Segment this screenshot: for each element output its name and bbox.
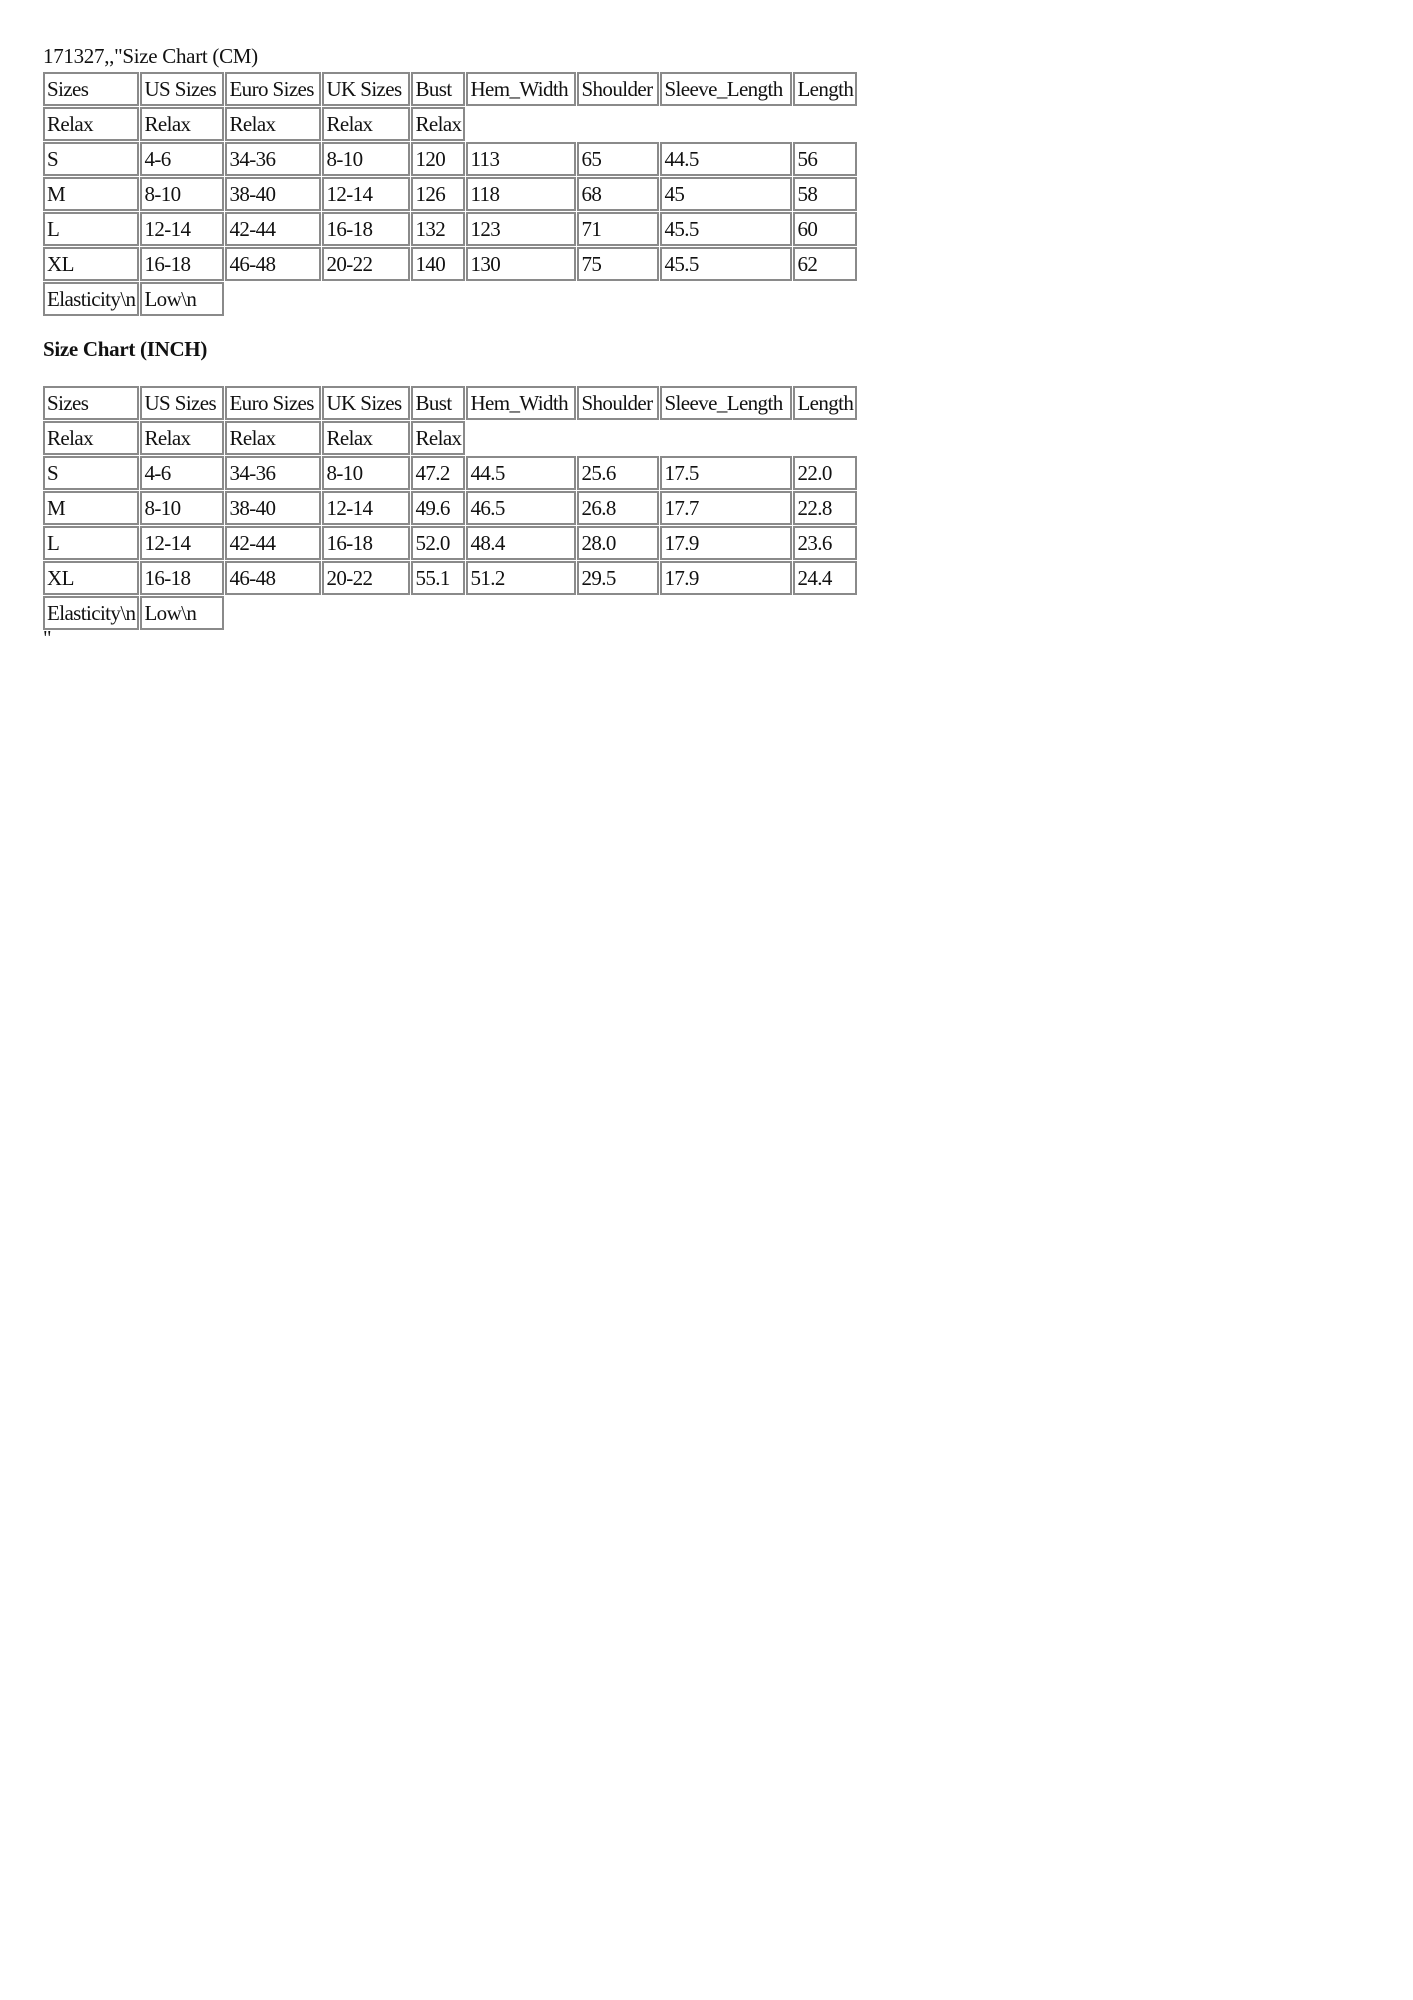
table-cell: 22.8 (793, 491, 857, 525)
elasticity-row (43, 596, 857, 630)
column-header: Shoulder (577, 72, 659, 106)
table-cell: 62 (793, 247, 857, 281)
inch-chart-title: Size Chart (INCH) (43, 337, 208, 361)
table-cell: 123 (466, 212, 576, 246)
table-cell: 46.5 (466, 491, 576, 525)
table-cell: 28.0 (577, 526, 659, 560)
table-cell: 47.2 (411, 456, 465, 490)
table-cell: 34-36 (225, 456, 321, 490)
column-header: Length (793, 72, 857, 106)
table-cell: M (43, 177, 139, 211)
table-cell: 75 (577, 247, 659, 281)
table-cell: 16-18 (140, 561, 224, 595)
table-cell: 46-48 (225, 561, 321, 595)
column-header: UK Sizes (322, 386, 410, 420)
table-cell: Relax (140, 107, 224, 141)
column-header: Hem_Width (466, 386, 576, 420)
column-header: Euro Sizes (225, 386, 321, 420)
table-cell: 42-44 (225, 526, 321, 560)
table-cell: 25.6 (577, 456, 659, 490)
column-header: Bust (411, 72, 465, 106)
table-cell: 12-14 (140, 212, 224, 246)
table-cell: 56 (793, 142, 857, 176)
table-cell: Relax (225, 107, 321, 141)
table-cell: 118 (466, 177, 576, 211)
table-cell: 44.5 (466, 456, 576, 490)
table-cell: Relax (43, 107, 139, 141)
size-chart-inch-table (42, 385, 858, 631)
table-cell: 126 (411, 177, 465, 211)
table-cell: 45.5 (660, 212, 792, 246)
table-cell: 38-40 (225, 177, 321, 211)
table-cell: S (43, 142, 139, 176)
column-header: Sleeve_Length (660, 72, 792, 106)
empty-cell (466, 107, 857, 141)
table-cell: 12-14 (322, 177, 410, 211)
table-cell: 46-48 (225, 247, 321, 281)
table-cell: 20-22 (322, 247, 410, 281)
table-cell: 20-22 (322, 561, 410, 595)
table-cell: Relax (411, 107, 465, 141)
table-cell: 4-6 (140, 142, 224, 176)
table-cell: 24.4 (793, 561, 857, 595)
table-cell: 8-10 (140, 177, 224, 211)
column-header: Bust (411, 386, 465, 420)
table-cell: 17.9 (660, 526, 792, 560)
table-cell: 60 (793, 212, 857, 246)
table-cell: XL (43, 247, 139, 281)
table-cell: L (43, 526, 139, 560)
table-cell: Relax (322, 107, 410, 141)
table-row (43, 247, 857, 281)
table-row (43, 456, 857, 490)
table-cell: 38-40 (225, 491, 321, 525)
table-row (43, 526, 857, 560)
column-header: Sleeve_Length (660, 386, 792, 420)
elasticity-row (43, 282, 857, 316)
table-cell: 22.0 (793, 456, 857, 490)
table-cell: 58 (793, 177, 857, 211)
table-cell: 12-14 (322, 491, 410, 525)
table-cell: 4-6 (140, 456, 224, 490)
table-cell: 16-18 (322, 212, 410, 246)
table-cell: Relax (322, 421, 410, 455)
table-cell: Elasticity\n (43, 596, 139, 630)
table-cell: Elasticity\n (43, 282, 139, 316)
table-cell: M (43, 491, 139, 525)
table-cell: 8-10 (322, 456, 410, 490)
document-header: 171327,,"Size Chart (CM) (43, 44, 258, 68)
column-header: Sizes (43, 72, 139, 106)
table-cell: 12-14 (140, 526, 224, 560)
table-cell: Relax (225, 421, 321, 455)
table-cell: Relax (411, 421, 465, 455)
table-cell: Relax (43, 421, 139, 455)
table-cell: 140 (411, 247, 465, 281)
table-header-row (43, 386, 857, 420)
table-row (43, 561, 857, 595)
table-cell: 130 (466, 247, 576, 281)
table-cell: S (43, 456, 139, 490)
empty-cell (225, 282, 857, 316)
table-cell: 71 (577, 212, 659, 246)
table-cell: 34-36 (225, 142, 321, 176)
column-header: US Sizes (140, 386, 224, 420)
table-cell: 49.6 (411, 491, 465, 525)
table-cell: Low\n (140, 596, 224, 630)
table-cell: 23.6 (793, 526, 857, 560)
table-cell: 17.5 (660, 456, 792, 490)
table-row (43, 177, 857, 211)
table-cell: 68 (577, 177, 659, 211)
table-cell: 113 (466, 142, 576, 176)
column-header: Length (793, 386, 857, 420)
column-header: Shoulder (577, 386, 659, 420)
table-cell: Low\n (140, 282, 224, 316)
table-cell: 17.7 (660, 491, 792, 525)
closing-quote: " (43, 626, 52, 650)
column-header: Sizes (43, 386, 139, 420)
column-header: Hem_Width (466, 72, 576, 106)
table-cell: 65 (577, 142, 659, 176)
fit-row (43, 107, 857, 141)
table-row (43, 142, 857, 176)
table-header-row (43, 72, 857, 106)
table-cell: XL (43, 561, 139, 595)
empty-cell (466, 421, 857, 455)
table-row (43, 491, 857, 525)
column-header: UK Sizes (322, 72, 410, 106)
table-cell: 45.5 (660, 247, 792, 281)
table-cell: 16-18 (322, 526, 410, 560)
table-cell: 52.0 (411, 526, 465, 560)
empty-cell (225, 596, 857, 630)
table-cell: 42-44 (225, 212, 321, 246)
table-cell: 26.8 (577, 491, 659, 525)
table-row (43, 212, 857, 246)
table-cell: L (43, 212, 139, 246)
table-cell: 17.9 (660, 561, 792, 595)
table-cell: 8-10 (140, 491, 224, 525)
table-cell: Relax (140, 421, 224, 455)
column-header: US Sizes (140, 72, 224, 106)
column-header: Euro Sizes (225, 72, 321, 106)
fit-row (43, 421, 857, 455)
table-cell: 48.4 (466, 526, 576, 560)
table-cell: 16-18 (140, 247, 224, 281)
table-cell: 45 (660, 177, 792, 211)
table-cell: 44.5 (660, 142, 792, 176)
table-cell: 120 (411, 142, 465, 176)
table-cell: 55.1 (411, 561, 465, 595)
table-cell: 8-10 (322, 142, 410, 176)
table-cell: 132 (411, 212, 465, 246)
table-cell: 29.5 (577, 561, 659, 595)
table-cell: 51.2 (466, 561, 576, 595)
size-chart-cm-table (42, 71, 858, 317)
